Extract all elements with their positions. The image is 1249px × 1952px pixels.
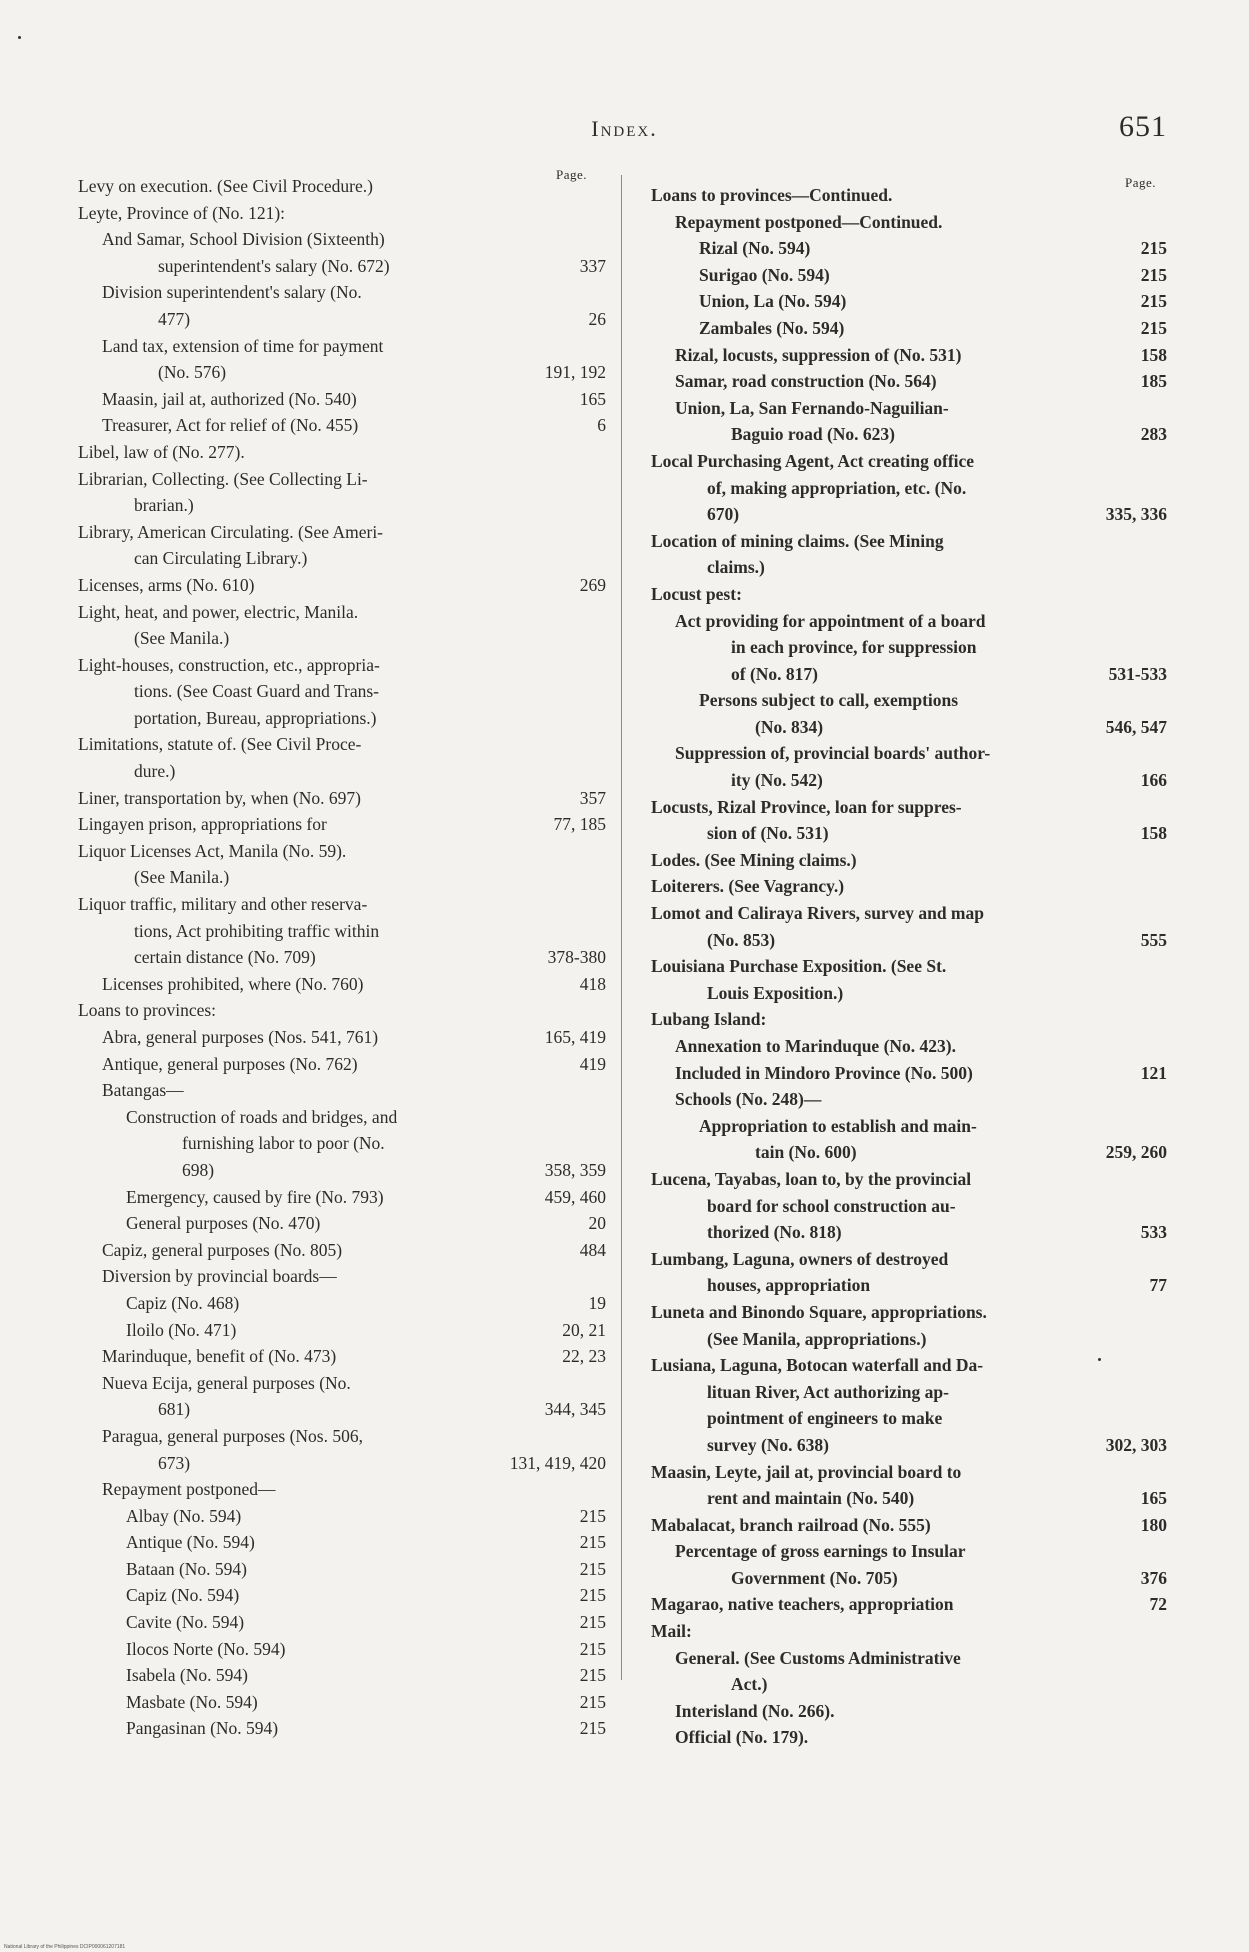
entry-page-ref: 131, 419, 420 xyxy=(509,1452,606,1473)
index-entry xyxy=(78,971,606,998)
entry-continuation: dure.) xyxy=(134,761,176,782)
index-entry xyxy=(78,1503,606,1530)
entry-text: Lubang Island: xyxy=(651,1009,767,1030)
index-entry xyxy=(651,608,1167,688)
entry-continuation: Louis Exposition.) xyxy=(707,982,844,1003)
entry-text: Levy on execution. (See Civil Procedure.) xyxy=(78,176,373,196)
entry-page-ref: 358, 359 xyxy=(544,1159,606,1180)
index-entry xyxy=(651,1459,1167,1512)
entry-page-ref: 215 xyxy=(579,1532,606,1553)
index-entry xyxy=(78,173,606,200)
entry-continuation: lituan River, Act authorizing ap- xyxy=(707,1381,949,1402)
entry-continuation: superintendent's salary (No. 672) xyxy=(158,255,390,276)
index-entry xyxy=(651,288,1167,315)
entry-text: Maasin, Leyte, jail at, provincial board to xyxy=(651,1461,962,1482)
entry-text: Locust pest: xyxy=(651,583,742,604)
entry-page-ref: 531-533 xyxy=(1108,663,1167,684)
entry-text: Appropriation to establish and main- xyxy=(699,1115,977,1136)
entry-text: Lusiana, Laguna, Botocan waterfall and Da- xyxy=(651,1355,984,1376)
index-entry xyxy=(651,315,1167,342)
index-entry xyxy=(78,572,606,599)
index-entry xyxy=(78,891,606,971)
entry-page-ref: 215 xyxy=(579,1691,606,1712)
entry-page-ref: 165 xyxy=(1140,1488,1167,1509)
index-entry xyxy=(78,1662,606,1689)
left-page-label: Page. xyxy=(556,167,588,182)
index-entry xyxy=(78,838,606,891)
entry-page-ref: 215 xyxy=(1140,264,1167,285)
index-entry xyxy=(78,1263,606,1290)
entry-page-ref: 259, 260 xyxy=(1105,1142,1167,1163)
entry-page-ref: 459, 460 xyxy=(544,1186,606,1207)
index-entry xyxy=(78,519,606,572)
entry-text: Light, heat, and power, electric, Manila. xyxy=(78,601,359,622)
entry-page-ref: 6 xyxy=(597,415,606,436)
index-entry xyxy=(651,953,1167,1006)
entry-text: Locusts, Rizal Province, loan for suppres- xyxy=(651,796,962,817)
entry-continuation: Baguio road (No. 623) xyxy=(731,424,895,445)
index-entry xyxy=(651,1698,1167,1725)
entry-page-ref: 335, 336 xyxy=(1105,504,1167,525)
index-entry xyxy=(651,1352,1167,1458)
index-entry xyxy=(651,1086,1167,1113)
index-entry xyxy=(651,687,1167,740)
paper-speck xyxy=(1098,1358,1101,1361)
entry-page-ref: 376 xyxy=(1140,1567,1167,1588)
entry-continuation: (No. 834) xyxy=(755,716,824,737)
entry-page-ref: 484 xyxy=(579,1239,606,1260)
index-entry xyxy=(78,1184,606,1211)
entry-continuation: furnishing labor to poor (No. xyxy=(182,1133,385,1154)
entry-continuation: can Circulating Library.) xyxy=(134,548,308,569)
entry-page-ref: 215 xyxy=(579,1505,606,1526)
entry-text: General purposes (No. 470) xyxy=(126,1213,321,1234)
entry-text: Albay (No. 594) xyxy=(126,1505,242,1526)
index-entry xyxy=(78,731,606,784)
entry-page-ref: 215 xyxy=(579,1612,606,1633)
index-entry xyxy=(78,1024,606,1051)
index-entry xyxy=(651,1006,1167,1033)
entry-page-ref: 19 xyxy=(588,1292,606,1313)
entry-text: Paragua, general purposes (Nos. 506, xyxy=(102,1425,363,1446)
entry-page-ref: 185 xyxy=(1140,371,1167,392)
entry-continuation: board for school construction au- xyxy=(707,1195,956,1216)
entry-continuation: pointment of engineers to make xyxy=(707,1408,943,1429)
entry-text: Cavite (No. 594) xyxy=(126,1612,245,1633)
entry-page-ref: 283 xyxy=(1140,424,1167,445)
index-entry xyxy=(651,1033,1167,1060)
entry-text: Construction of roads and bridges, and xyxy=(126,1106,398,1127)
entry-continuation: of, making appropriation, etc. (No. xyxy=(707,477,967,498)
entry-text: Surigao (No. 594) xyxy=(699,264,830,285)
index-entry xyxy=(78,1210,606,1237)
entry-page-ref: 77, 185 xyxy=(553,814,606,835)
index-entry xyxy=(78,1715,606,1742)
index-entry xyxy=(651,1618,1167,1645)
entry-text: Repayment postponed—Continued. xyxy=(675,211,943,232)
entry-continuation: certain distance (No. 709) xyxy=(134,947,316,968)
index-entry xyxy=(78,279,606,332)
entry-continuation: survey (No. 638) xyxy=(707,1434,829,1455)
entry-page-ref: 191, 192 xyxy=(544,362,606,383)
entry-text: Loans to provinces—Continued. xyxy=(651,185,893,205)
entry-text: Ilocos Norte (No. 594) xyxy=(126,1638,286,1659)
entry-page-ref: 302, 303 xyxy=(1105,1434,1167,1455)
entry-text: Schools (No. 248)— xyxy=(675,1089,822,1110)
entry-page-ref: 419 xyxy=(579,1053,606,1074)
index-entry xyxy=(651,1113,1167,1166)
entry-page-ref: 533 xyxy=(1140,1222,1167,1243)
entry-text: Zambales (No. 594) xyxy=(699,317,845,338)
entry-continuation: brarian.) xyxy=(134,495,194,516)
entry-text: Maasin, jail at, authorized (No. 540) xyxy=(102,388,357,409)
entry-text: Librarian, Collecting. (See Collecting Li- xyxy=(78,468,368,489)
entry-text: Batangas— xyxy=(102,1080,184,1101)
entry-text: Official (No. 179). xyxy=(675,1727,809,1748)
entry-page-ref: 26 xyxy=(588,308,606,329)
index-entry xyxy=(651,847,1167,874)
index-entry xyxy=(651,1166,1167,1246)
entry-page-ref: 121 xyxy=(1140,1062,1167,1083)
index-entry xyxy=(651,873,1167,900)
index-entry xyxy=(78,811,606,838)
entry-text: Location of mining claims. (See Mining xyxy=(651,530,944,551)
scan-credit: National Library of the Philippines DCIP000061207181 xyxy=(4,1944,126,1950)
entry-page-ref: 215 xyxy=(579,1718,606,1739)
index-entry xyxy=(78,412,606,439)
entry-text: Capiz, general purposes (No. 805) xyxy=(102,1239,343,1260)
column-divider xyxy=(621,175,622,1680)
entry-continuation: Government (No. 705) xyxy=(731,1567,898,1588)
right-column xyxy=(651,182,1167,1751)
entry-text: Union, La, San Fernando-Naguilian- xyxy=(675,397,949,418)
entry-text: Loans to provinces: xyxy=(78,1000,217,1021)
index-entry xyxy=(78,1077,606,1104)
entry-page-ref: 215 xyxy=(579,1585,606,1606)
index-entry xyxy=(651,1060,1167,1087)
entry-continuation: (See Manila.) xyxy=(134,628,230,649)
entry-continuation: tions. (See Coast Guard and Trans- xyxy=(134,681,379,702)
entry-text: Liquor Licenses Act, Manila (No. 59). xyxy=(78,840,347,861)
index-entry xyxy=(651,1299,1167,1352)
entry-page-ref: 158 xyxy=(1140,823,1167,844)
entry-text: Lumbang, Laguna, owners of destroyed xyxy=(651,1248,949,1269)
index-entry xyxy=(651,581,1167,608)
entry-text: Emergency, caused by fire (No. 793) xyxy=(126,1186,384,1207)
index-entry xyxy=(78,1343,606,1370)
entry-text: Land tax, extension of time for payment xyxy=(102,335,384,356)
entry-text: General. (See Customs Administrative xyxy=(675,1647,961,1668)
index-entry xyxy=(651,235,1167,262)
index-entry xyxy=(651,1246,1167,1299)
index-entry xyxy=(78,1423,606,1476)
index-entry xyxy=(651,395,1167,448)
entry-page-ref: 22, 23 xyxy=(562,1346,606,1367)
entry-text: Division superintendent's salary (No. xyxy=(102,282,362,303)
entry-text: Lucena, Tayabas, loan to, by the provincial xyxy=(651,1168,972,1189)
entry-text: Isabela (No. 594) xyxy=(126,1665,248,1686)
entry-text: Mabalacat, branch railroad (No. 555) xyxy=(651,1514,931,1535)
entry-text: Samar, road construction (No. 564) xyxy=(675,371,937,392)
entry-page-ref: 555 xyxy=(1140,929,1167,950)
entry-page-ref: 215 xyxy=(579,1638,606,1659)
entry-text: Rizal, locusts, suppression of (No. 531) xyxy=(675,344,962,365)
entry-text: Libel, law of (No. 277). xyxy=(78,441,245,462)
entry-text: Louisiana Purchase Exposition. (See St. xyxy=(651,956,947,977)
index-entry xyxy=(651,262,1167,289)
index-entry xyxy=(78,1051,606,1078)
entry-text: Pangasinan (No. 594) xyxy=(126,1718,279,1739)
index-entry xyxy=(78,599,606,652)
entry-text: Leyte, Province of (No. 121): xyxy=(78,202,286,223)
entry-text: And Samar, School Division (Sixteenth) xyxy=(102,229,385,250)
entry-text: Interisland (No. 266). xyxy=(675,1700,835,1721)
entry-continuation: tions, Act prohibiting traffic within xyxy=(134,920,380,941)
entry-continuation: 670) xyxy=(707,504,740,525)
entry-page-ref: 337 xyxy=(579,255,606,276)
entry-text: Licenses, arms (No. 610) xyxy=(78,574,255,595)
index-entry xyxy=(78,1636,606,1663)
entry-text: Iloilo (No. 471) xyxy=(126,1319,237,1340)
entry-continuation: (See Manila, appropriations.) xyxy=(707,1328,927,1349)
index-entry xyxy=(651,209,1167,236)
index-entry xyxy=(78,439,606,466)
entry-continuation: claims.) xyxy=(707,557,765,578)
entry-text: Union, La (No. 594) xyxy=(699,291,847,312)
entry-text: Masbate (No. 594) xyxy=(126,1691,258,1712)
entry-page-ref: 215 xyxy=(1140,317,1167,338)
entry-text: Limitations, statute of. (See Civil Proce- xyxy=(78,734,362,755)
entry-text: Diversion by provincial boards— xyxy=(102,1266,337,1287)
entry-continuation: ity (No. 542) xyxy=(731,770,823,791)
entry-continuation: in each province, for suppression xyxy=(731,637,977,658)
index-entry xyxy=(78,652,606,732)
index-entry xyxy=(78,1476,606,1503)
entry-continuation: portation, Bureau, appropriations.) xyxy=(134,707,377,728)
entry-page-ref: 344, 345 xyxy=(544,1399,606,1420)
index-entry xyxy=(78,997,606,1024)
entry-page-ref: 20 xyxy=(588,1213,606,1234)
entry-text: Liner, transportation by, when (No. 697) xyxy=(78,787,361,808)
entry-continuation: (See Manila.) xyxy=(134,867,230,888)
index-entry xyxy=(78,1370,606,1423)
entry-page-ref: 180 xyxy=(1140,1514,1167,1535)
entry-text: Light-houses, construction, etc., appropria- xyxy=(78,654,380,675)
entry-text: Loiterers. (See Vagrancy.) xyxy=(651,876,845,897)
index-entry xyxy=(651,1724,1167,1751)
entry-continuation: 673) xyxy=(158,1452,191,1473)
entry-text: Library, American Circulating. (See Ameri- xyxy=(78,521,384,542)
entry-text: Persons subject to call, exemptions xyxy=(699,690,959,711)
index-entry xyxy=(78,386,606,413)
entry-continuation: houses, appropriation xyxy=(707,1275,871,1296)
entry-continuation: (No. 853) xyxy=(707,929,776,950)
entry-text: Capiz (No. 468) xyxy=(126,1292,240,1313)
entry-continuation: sion of (No. 531) xyxy=(707,823,829,844)
entry-continuation: 698) xyxy=(182,1159,215,1180)
entry-text: Antique, general purposes (No. 762) xyxy=(102,1053,358,1074)
entry-continuation: tain (No. 600) xyxy=(755,1142,857,1163)
index-entry xyxy=(78,1104,606,1184)
entry-text: Abra, general purposes (Nos. 541, 761) xyxy=(102,1027,379,1047)
right-page-label: Page. xyxy=(1125,175,1157,190)
index-entry xyxy=(651,1645,1167,1698)
entry-continuation: Act.) xyxy=(731,1674,768,1695)
index-entry xyxy=(78,1609,606,1636)
entry-page-ref: 166 xyxy=(1140,770,1167,791)
entry-continuation: (No. 576) xyxy=(158,362,227,383)
entry-page-ref: 269 xyxy=(579,574,606,595)
entry-text: Local Purchasing Agent, Act creating office xyxy=(651,450,975,471)
entry-text: Mail: xyxy=(651,1621,692,1642)
entry-page-ref: 77 xyxy=(1149,1275,1167,1296)
index-entry xyxy=(78,1556,606,1583)
index-entry xyxy=(651,900,1167,953)
left-column xyxy=(78,173,606,1742)
entry-continuation: 681) xyxy=(158,1399,191,1420)
index-entry xyxy=(78,1529,606,1556)
entry-page-ref: 546, 547 xyxy=(1105,716,1167,737)
index-entry xyxy=(78,1317,606,1344)
index-entry xyxy=(78,785,606,812)
index-entry xyxy=(651,794,1167,847)
index-entry xyxy=(78,1689,606,1716)
entry-text: Lomot and Caliraya Rivers, survey and map xyxy=(651,903,984,924)
entry-text: Treasurer, Act for relief of (No. 455) xyxy=(102,415,359,436)
entry-text: Capiz (No. 594) xyxy=(126,1585,240,1606)
entry-text: Antique (No. 594) xyxy=(126,1532,255,1553)
entry-text: Magarao, native teachers, appropriation xyxy=(651,1594,954,1615)
entry-page-ref: 357 xyxy=(579,787,606,808)
entry-continuation: thorized (No. 818) xyxy=(707,1222,842,1243)
entry-text: Repayment postponed— xyxy=(102,1479,276,1500)
index-entry xyxy=(78,1290,606,1317)
paper-speck xyxy=(18,36,21,39)
entry-page-ref: 165, 419 xyxy=(544,1027,606,1047)
entry-text: Nueva Ecija, general purposes (No. xyxy=(102,1372,351,1393)
entry-text: Act providing for appointment of a board xyxy=(675,610,986,631)
entry-text: Annexation to Marinduque (No. 423). xyxy=(675,1036,956,1056)
entry-text: Lingayen prison, appropriations for xyxy=(78,814,327,835)
index-entry xyxy=(651,1512,1167,1539)
entry-continuation: of (No. 817) xyxy=(731,663,818,684)
entry-page-ref: 418 xyxy=(579,973,606,994)
entry-page-ref: 215 xyxy=(579,1665,606,1686)
entry-text: Percentage of gross earnings to Insular xyxy=(675,1541,966,1562)
running-header: Index. xyxy=(591,116,658,141)
entry-continuation: 477) xyxy=(158,308,191,329)
entry-text: Included in Mindoro Province (No. 500) xyxy=(675,1062,973,1083)
entry-text: Luneta and Binondo Square, appropriations. xyxy=(651,1301,987,1322)
entry-page-ref: 20, 21 xyxy=(562,1319,606,1340)
entry-page-ref: 158 xyxy=(1140,344,1167,365)
index-entry xyxy=(78,1237,606,1264)
index-entry xyxy=(78,1582,606,1609)
entry-page-ref: 72 xyxy=(1149,1594,1167,1615)
index-entry xyxy=(78,226,606,279)
index-entry xyxy=(651,528,1167,581)
entry-continuation: rent and maintain (No. 540) xyxy=(707,1488,915,1509)
entry-text: Bataan (No. 594) xyxy=(126,1558,248,1579)
index-entry xyxy=(651,448,1167,528)
entry-text: Marinduque, benefit of (No. 473) xyxy=(102,1346,337,1367)
page-number: 651 xyxy=(1119,110,1167,143)
entry-page-ref: 215 xyxy=(1140,238,1167,259)
index-entry xyxy=(651,182,1167,209)
index-entry xyxy=(78,466,606,519)
entry-page-ref: 165 xyxy=(579,388,606,409)
entry-text: Licenses prohibited, where (No. 760) xyxy=(102,973,364,994)
index-entry xyxy=(651,1591,1167,1618)
index-entry xyxy=(651,368,1167,395)
entry-text: Suppression of, provincial boards' author- xyxy=(675,743,991,764)
entry-page-ref: 215 xyxy=(579,1558,606,1579)
entry-page-ref: 215 xyxy=(1140,291,1167,312)
entry-text: Rizal (No. 594) xyxy=(699,238,811,259)
entry-text: Lodes. (See Mining claims.) xyxy=(651,849,857,870)
index-entry xyxy=(78,333,606,386)
entry-text: Liquor traffic, military and other reserva- xyxy=(78,894,368,915)
index-entry xyxy=(651,342,1167,369)
index-entry xyxy=(651,1538,1167,1591)
entry-page-ref: 378-380 xyxy=(547,947,606,968)
index-entry xyxy=(651,740,1167,793)
index-entry xyxy=(78,200,606,227)
